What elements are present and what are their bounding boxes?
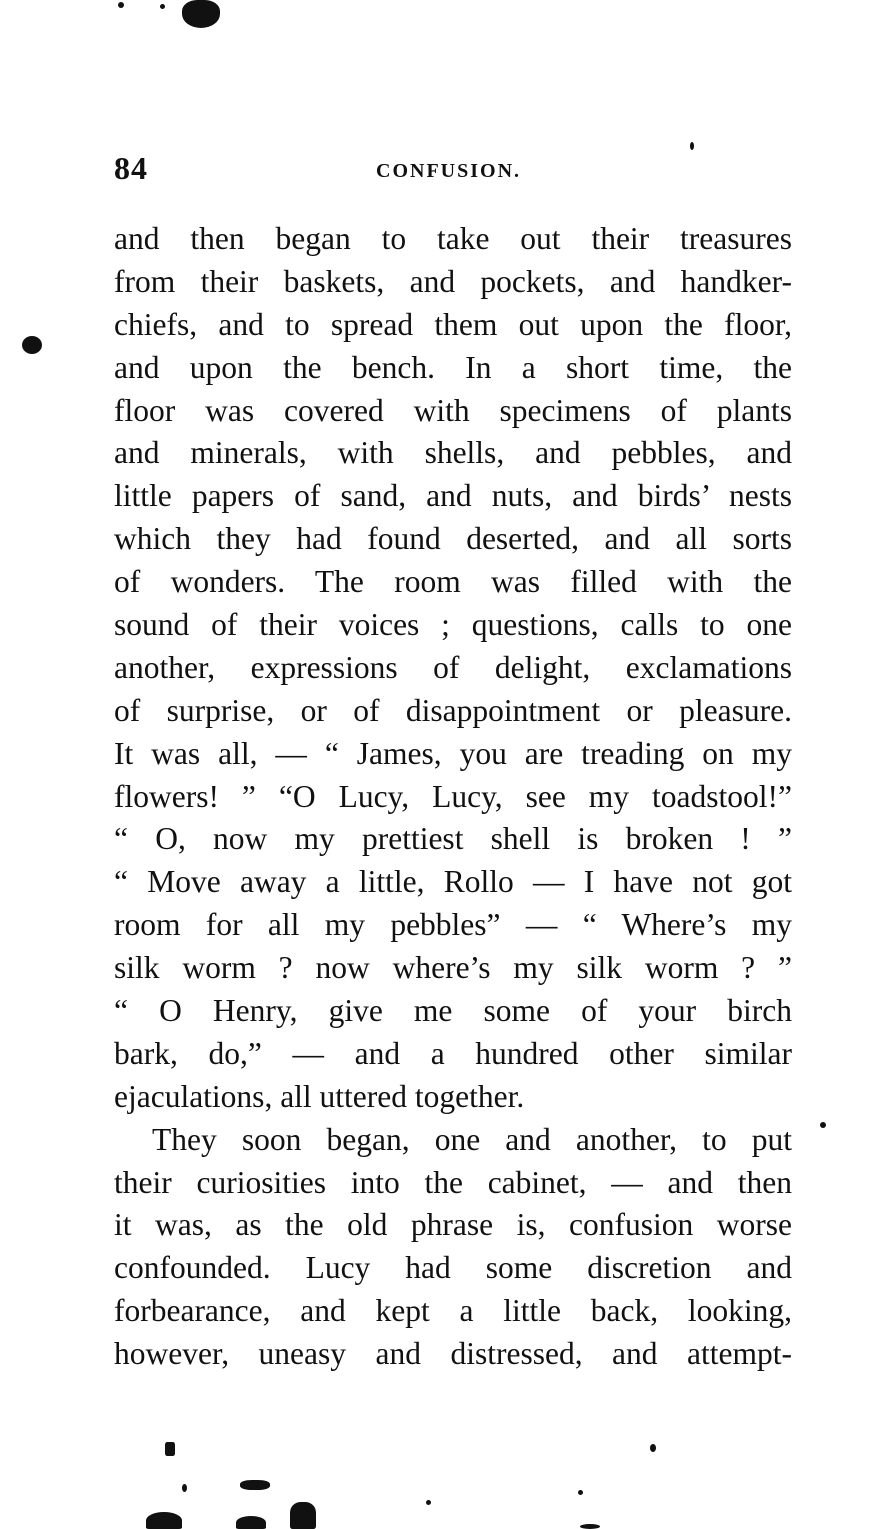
text-line: confounded. Lucy had some discretion and — [114, 1250, 792, 1286]
ink-speck — [578, 1490, 583, 1495]
ink-speck — [240, 1480, 270, 1490]
text-line: and minerals, with shells, and pebbles, and — [114, 435, 792, 471]
text-line: sound of their voices ; questions, calls to one — [114, 607, 792, 643]
text-line: of surprise, or of disappointment or pleasure. — [114, 692, 792, 728]
text-line: bark, do,” — and a hundred other similar — [114, 1035, 792, 1071]
text-line: from their baskets, and pockets, and handker- — [114, 263, 792, 299]
text-line: chiefs, and to spread them out upon the floor, — [114, 306, 792, 342]
ink-speck — [182, 1484, 187, 1492]
text-line: little papers of sand, and nuts, and birds’ nests — [114, 478, 792, 514]
text-line: floor was covered with specimens of plants — [114, 392, 792, 428]
text-line: flowers! ” “O Lucy, Lucy, see my toadstool!” — [114, 778, 792, 814]
ink-blot — [182, 0, 220, 28]
text-line: which they had found deserted, and all sorts — [114, 521, 792, 557]
text-line: and upon the bench. In a short time, the — [114, 349, 792, 385]
ink-speck — [820, 1122, 826, 1128]
text-line: their curiosities into the cabinet, — and then — [114, 1164, 792, 1200]
ink-blot — [236, 1516, 266, 1529]
ink-speck — [165, 1442, 175, 1456]
page-header — [114, 150, 794, 190]
text-line: “ O Henry, give me some of your birch — [114, 993, 792, 1029]
text-line: They soon began, one and another, to put — [152, 1121, 792, 1157]
text-line: however, uneasy and distressed, and attempt- — [114, 1336, 792, 1372]
text-line: of wonders. The room was filled with the — [114, 564, 792, 600]
ink-speck — [690, 142, 694, 150]
ink-blot — [290, 1502, 316, 1529]
text-line: room for all my pebbles” — “ Where’s my — [114, 907, 792, 943]
ink-blot — [146, 1512, 182, 1529]
ink-speck — [160, 4, 165, 9]
text-line: and then began to take out their treasures — [114, 221, 792, 256]
text-line: It was all, — “ James, you are treading on my — [114, 735, 792, 771]
ink-speck — [650, 1444, 656, 1452]
running-head: CONFUSION. — [376, 160, 522, 182]
body-text — [114, 218, 792, 1376]
page-number: 84 — [114, 150, 148, 186]
ink-speck — [580, 1524, 600, 1529]
paragraph — [114, 218, 792, 1119]
ink-blot — [22, 336, 42, 354]
text-line: “ O, now my prettiest shell is broken ! ” — [114, 821, 792, 857]
text-line: silk worm ? now where’s my silk worm ? ” — [114, 950, 792, 986]
text-line: forbearance, and kept a little back, looking, — [114, 1293, 792, 1329]
text-line: “ Move away a little, Rollo — I have not got — [114, 864, 792, 900]
ink-speck — [118, 2, 124, 8]
paragraph — [114, 1119, 792, 1376]
text-line: ejaculations, all uttered together. — [114, 1078, 525, 1114]
text-line: another, expressions of delight, exclamations — [114, 649, 792, 685]
text-line: it was, as the old phrase is, confusion worse — [114, 1207, 792, 1243]
ink-speck — [426, 1500, 431, 1505]
